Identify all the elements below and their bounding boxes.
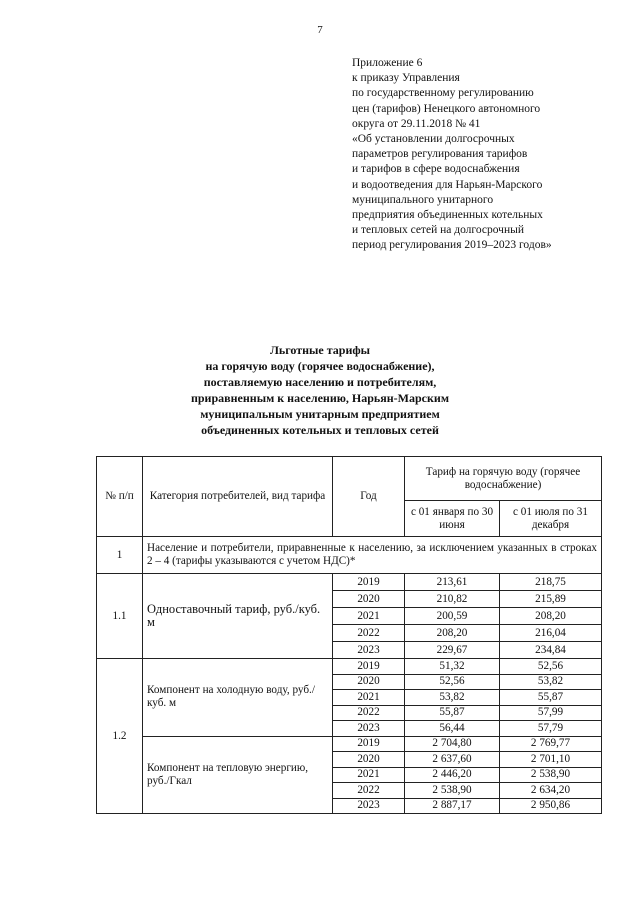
title-line: муниципальным унитарным предприятием bbox=[200, 407, 440, 421]
row-category: Компонент на холодную воду, руб./куб. м bbox=[143, 659, 333, 737]
header-period-2: с 01 июля по 31 декабря bbox=[500, 501, 602, 537]
title-line: на горячую воду (горячее водоснабжение), bbox=[205, 359, 435, 373]
tariff-cell: 2 887,17 bbox=[405, 798, 500, 814]
tariff-cell: 234,84 bbox=[500, 642, 602, 659]
tariff-cell: 218,75 bbox=[500, 574, 602, 591]
appendix-line: по государственному регулированию bbox=[352, 87, 534, 100]
tariff-cell: 208,20 bbox=[405, 625, 500, 642]
table-row bbox=[97, 574, 602, 591]
appendix-line: «Об установлении долгосрочных bbox=[352, 133, 515, 146]
tariff-cell: 208,20 bbox=[500, 608, 602, 625]
tariff-cell: 53,82 bbox=[500, 674, 602, 690]
row-category: Компонент на тепловую энергию, руб./Гкал bbox=[143, 736, 333, 814]
tariff-cell: 215,89 bbox=[500, 591, 602, 608]
table-row bbox=[97, 736, 602, 752]
year-cell: 2019 bbox=[333, 659, 405, 675]
appendix-line: и водоотведения для Нарьян-Марского bbox=[352, 178, 543, 191]
header-tariff: Тариф на горячую воду (горячее водоснабжение) bbox=[405, 457, 602, 501]
document-title bbox=[0, 342, 640, 438]
tariff-cell: 56,44 bbox=[405, 721, 500, 737]
row-num: 1.1 bbox=[97, 574, 143, 659]
appendix-line: и тепловых сетей на долгосрочный bbox=[352, 224, 525, 237]
year-cell: 2019 bbox=[333, 574, 405, 591]
tariff-cell: 57,79 bbox=[500, 721, 602, 737]
appendix-line: к приказу Управления bbox=[352, 72, 460, 85]
year-cell: 2020 bbox=[333, 752, 405, 768]
appendix-line: параметров регулирования тарифов bbox=[352, 148, 528, 161]
title-line: поставляемую населению и потребителям, bbox=[203, 375, 437, 389]
tariff-cell: 2 950,86 bbox=[500, 798, 602, 814]
tariff-cell: 2 634,20 bbox=[500, 783, 602, 799]
year-cell: 2023 bbox=[333, 642, 405, 659]
year-cell: 2020 bbox=[333, 674, 405, 690]
header-num: № п/п bbox=[97, 457, 143, 537]
tariff-cell: 2 446,20 bbox=[405, 767, 500, 783]
appendix-header bbox=[352, 56, 622, 254]
tariff-cell: 216,04 bbox=[500, 625, 602, 642]
appendix-line: и тарифов в сфере водоснабжения bbox=[352, 163, 520, 176]
appendix-line: предприятия объединенных котельных bbox=[352, 209, 543, 222]
tariff-cell: 55,87 bbox=[500, 690, 602, 706]
tariff-cell: 2 701,10 bbox=[500, 752, 602, 768]
tariff-cell: 52,56 bbox=[500, 659, 602, 675]
tariff-table bbox=[96, 456, 602, 814]
year-cell: 2022 bbox=[333, 705, 405, 721]
header-year: Год bbox=[333, 457, 405, 537]
header-category: Категория потребителей, вид тарифа bbox=[143, 457, 333, 537]
tariff-cell: 52,56 bbox=[405, 674, 500, 690]
table-row bbox=[97, 659, 602, 675]
header-period-1: с 01 января по 30 июня bbox=[405, 501, 500, 537]
tariff-cell: 2 769,77 bbox=[500, 736, 602, 752]
year-cell: 2023 bbox=[333, 721, 405, 737]
group-num: 1 bbox=[97, 537, 143, 574]
page-number: 7 bbox=[317, 24, 323, 36]
year-cell: 2020 bbox=[333, 591, 405, 608]
tariff-cell: 2 637,60 bbox=[405, 752, 500, 768]
year-cell: 2022 bbox=[333, 783, 405, 799]
year-cell: 2022 bbox=[333, 625, 405, 642]
tariff-cell: 55,87 bbox=[405, 705, 500, 721]
tariff-cell: 51,32 bbox=[405, 659, 500, 675]
appendix-line: муниципального унитарного bbox=[352, 193, 494, 206]
tariff-cell: 57,99 bbox=[500, 705, 602, 721]
appendix-line: цен (тарифов) Ненецкого автономного bbox=[352, 102, 541, 115]
title-line: Льготные тарифы bbox=[269, 343, 371, 357]
title-line: объединенных котельных и тепловых сетей bbox=[201, 423, 439, 437]
tariff-cell: 200,59 bbox=[405, 608, 500, 625]
tariff-cell: 2 538,90 bbox=[405, 783, 500, 799]
row-category: Одноставочный тариф, руб./куб. м bbox=[143, 574, 333, 659]
tariff-cell: 2 538,90 bbox=[500, 767, 602, 783]
appendix-line: Приложение 6 bbox=[352, 57, 423, 69]
table-row bbox=[97, 537, 602, 574]
tariff-cell: 2 704,80 bbox=[405, 736, 500, 752]
year-cell: 2021 bbox=[333, 608, 405, 625]
table-header-row bbox=[97, 457, 602, 501]
tariff-cell: 213,61 bbox=[405, 574, 500, 591]
row-num: 1.2 bbox=[97, 659, 143, 814]
tariff-cell: 53,82 bbox=[405, 690, 500, 706]
group-description: Население и потребители, приравненные к населению, за исключением указанных в строках 2 – 4 (тарифы указываются с учетом НДС)* bbox=[143, 537, 602, 574]
appendix-line: округа от 29.11.2018 № 41 bbox=[352, 117, 481, 130]
tariff-cell: 210,82 bbox=[405, 591, 500, 608]
year-cell: 2023 bbox=[333, 798, 405, 814]
tariff-cell: 229,67 bbox=[405, 642, 500, 659]
appendix-line: период регулирования 2019–2023 годов» bbox=[352, 239, 552, 252]
year-cell: 2021 bbox=[333, 690, 405, 706]
title-line: приравненным к населению, Нарьян-Марским bbox=[190, 391, 450, 405]
year-cell: 2019 bbox=[333, 736, 405, 752]
year-cell: 2021 bbox=[333, 767, 405, 783]
